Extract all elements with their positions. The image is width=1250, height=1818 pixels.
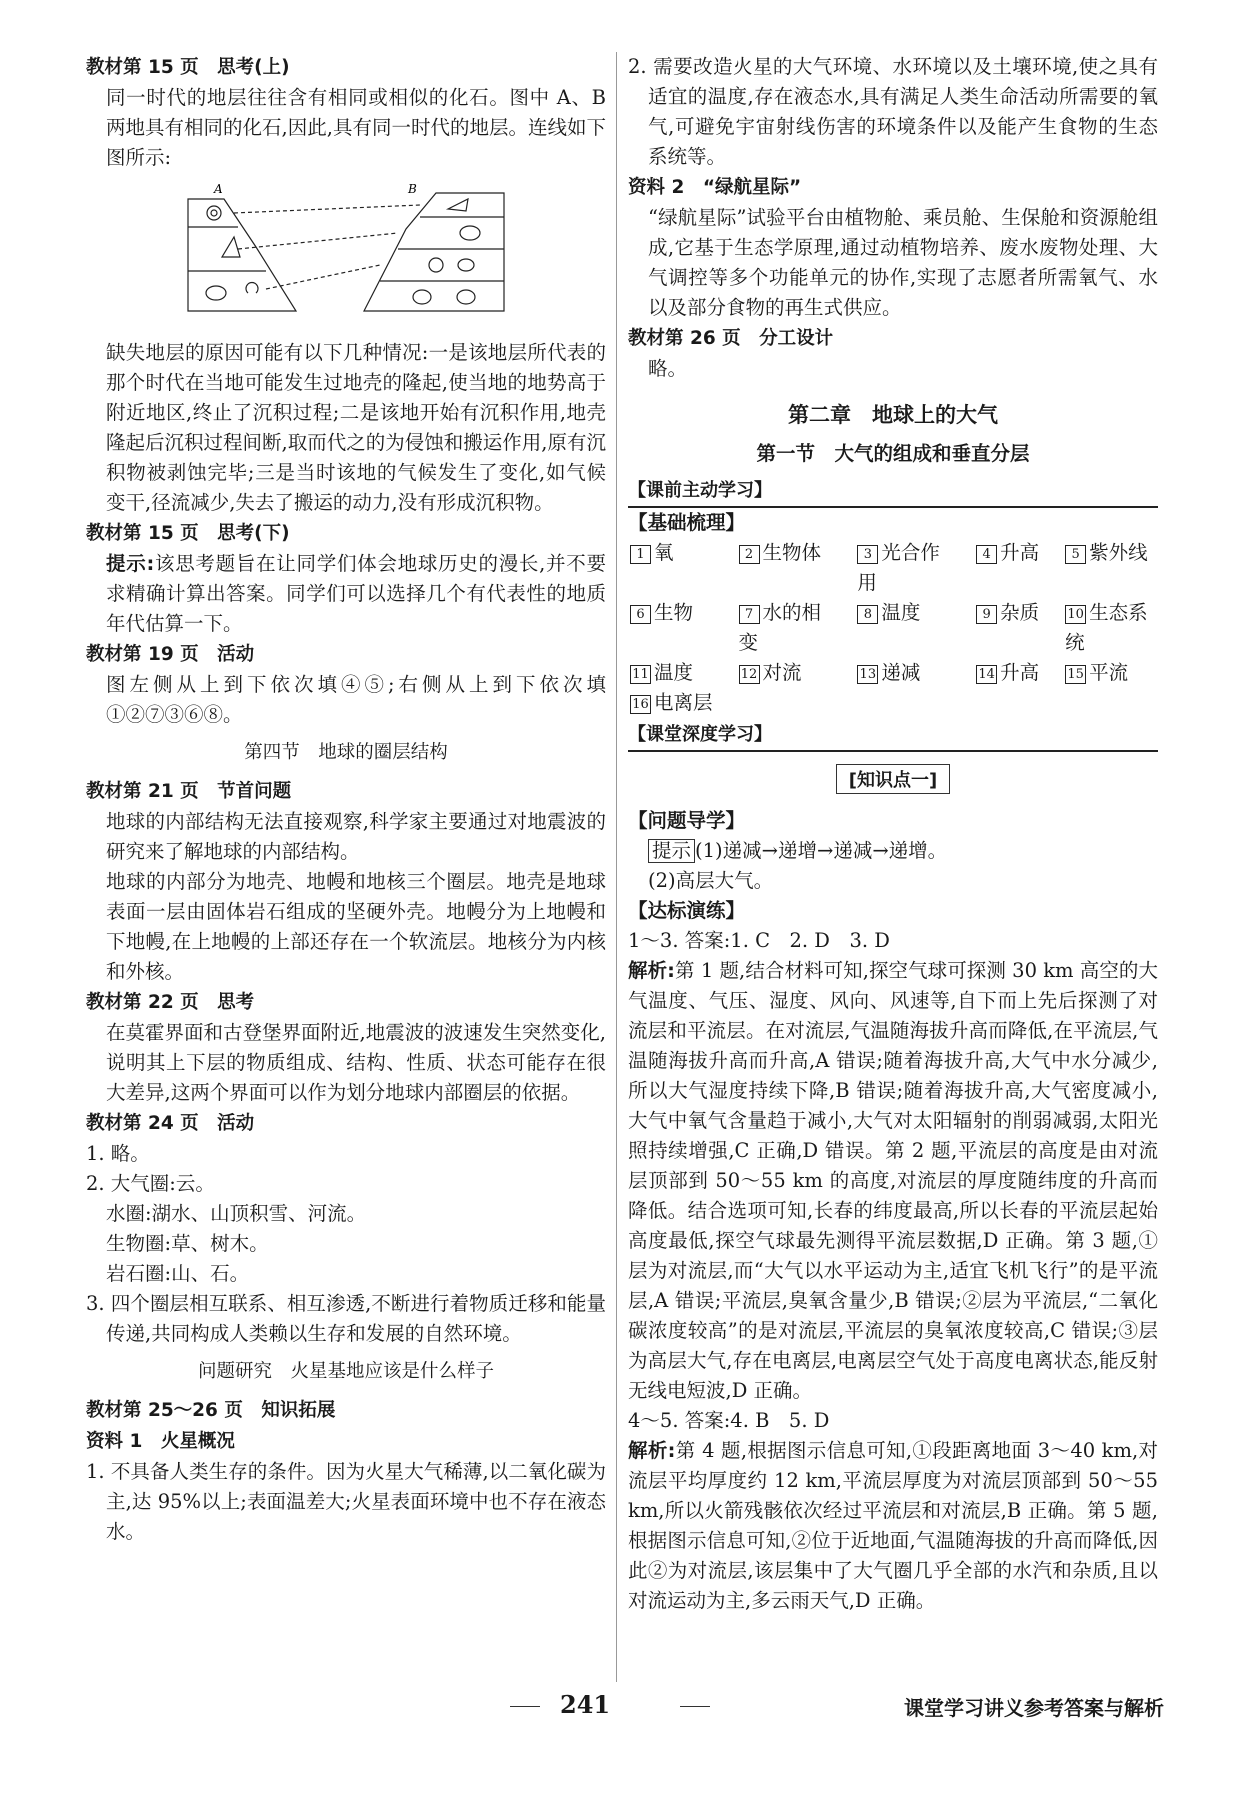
column-divider bbox=[616, 52, 617, 1682]
footer-dash bbox=[680, 1706, 710, 1707]
answer-number-box: 14 bbox=[976, 665, 997, 684]
answer-number-box: 5 bbox=[1065, 545, 1086, 564]
paragraph: 略。 bbox=[648, 357, 688, 380]
basics-answer-item bbox=[857, 658, 950, 688]
paragraph: 缺失地层的原因可能有以下几种情况:一是该地层所代表的那个时代在当地可能发生过地壳的隆起,使当地的地势高于附近地区,终止了沉积过程;二是该地开始有沉积作用,地壳隆起后沉积过程间断,取而代之的为侵蚀和搬运作用,原有沉积物被剥蚀完毕;三是当时该地的气候发生了变化,如气候变干,径流减少,失去了搬运的动力,没有形成沉积物。 bbox=[106, 341, 606, 514]
basics-answer-item bbox=[630, 598, 713, 658]
basics-answer-item bbox=[630, 658, 713, 688]
paragraph: 同一时代的地层往往含有相同或相似的化石。图中 A、B 两地具有相同的化石,因此,具有同一时代的地层。连线如下图所示: bbox=[106, 86, 606, 169]
list-item: 2. 大气圈:云。 bbox=[86, 1172, 215, 1195]
answer-number-box: 6 bbox=[630, 605, 651, 624]
basics-answer-item bbox=[976, 538, 1039, 598]
answer-text: 电离层 bbox=[654, 691, 713, 714]
basics-answer-item bbox=[1065, 598, 1158, 658]
answer-text: 杂质 bbox=[1000, 601, 1040, 624]
list-item: 3. 四个圈层相互联系、相互渗透,不断进行着物质迁移和能量传递,共同构成人类赖以生存和发展的自然环境。 bbox=[86, 1292, 606, 1345]
answer-text: 生态系统 bbox=[1065, 601, 1148, 654]
paragraph-text: 第 1 题,结合材料可知,探空气球可探测 30 km 高空的大气温度、气压、湿度、风向、风速等,自下而上先后探测了对流层和平流层。在对流层,气温随海拔升高而降低,在平流层,气温随海拔升高而升高,A 错误;随着海拔升高,大气中水分减少,所以大气湿度持续下降,B 错误;随着海拔升高,大气密度减小,大气中氧气含量趋于减小,大气对太阳辐射的削弱减弱,太阳光照持续增强,C 正确,D 错误。第 2 题,平流层的高度是由对流层顶部到 50～55 km 的高度,对流层的厚度随纬度的升高而降低。结合选项可知,长春的纬度最高,所以长春的平流层起始高度最低,探空气球最先测得平流层数据,D 正确。第 3 题,①层为对流层,而“大气以水平运动为主,适宜飞机飞行”的是平流层,A 错误;平流层,臭氧含量少,B 错误;②层为平流层,“二氧化碳浓度较高”的是对流层,平流层的臭氧浓度较高,C 错误;③层为高层大气,存在电离层,电离层空气处于高度电离状态,能反射无线电短波,D 正确。 bbox=[628, 959, 1158, 1402]
answer-number-box: 13 bbox=[857, 665, 878, 684]
answer-number-box: 7 bbox=[739, 605, 760, 624]
list-item: 水圈:湖水、山顶积雪、河流。 bbox=[106, 1202, 367, 1225]
answer-line bbox=[628, 1406, 1158, 1436]
paragraph: (2)高层大气。 bbox=[648, 869, 774, 892]
hint-box: 提示 bbox=[648, 839, 695, 863]
basics-answer-item bbox=[976, 658, 1039, 688]
subsection-title: 【达标演练】 bbox=[628, 899, 746, 922]
subsection-title: 【基础梳理】 bbox=[628, 511, 746, 534]
fossil-strata-figure bbox=[186, 179, 506, 329]
heading: 教材第 19 页 活动 bbox=[86, 644, 255, 665]
basics-answer-item bbox=[630, 538, 713, 598]
answer-label: 1～3. 答案: bbox=[628, 929, 731, 952]
answer-number-box: 12 bbox=[739, 665, 760, 684]
answer-number-box: 1 bbox=[630, 545, 651, 564]
paragraph: 图左侧从上到下依次填④⑤;右侧从上到下依次填①②⑦③⑥⑧。 bbox=[106, 673, 606, 726]
basics-answer-item bbox=[739, 538, 832, 598]
heading: 资料 1 火星概况 bbox=[86, 1431, 235, 1452]
page-number: 241 bbox=[560, 1690, 611, 1719]
answer-text: 4. B 5. D bbox=[730, 1409, 830, 1432]
heading: 教材第 25～26 页 知识拓展 bbox=[86, 1400, 336, 1421]
left-column bbox=[86, 52, 606, 1547]
paragraph bbox=[628, 956, 1158, 1406]
answer-text: 温度 bbox=[881, 601, 921, 624]
answer-text: 生物 bbox=[654, 601, 694, 624]
footer-title: 课堂学习讲义参考答案与解析 bbox=[904, 1696, 1164, 1720]
heading: 资料 2 “绿航星际” bbox=[628, 177, 802, 198]
list-item: 岩石圈:山、石。 bbox=[106, 1262, 250, 1285]
heading: 教材第 22 页 思考 bbox=[86, 992, 255, 1013]
answer-number-box: 15 bbox=[1065, 665, 1086, 684]
answer-text: 对流 bbox=[762, 661, 802, 684]
answer-number-box: 9 bbox=[976, 605, 997, 624]
right-column bbox=[628, 52, 1158, 1616]
answer-text: 氧 bbox=[654, 541, 674, 564]
answer-number-box: 8 bbox=[857, 605, 878, 624]
knowledge-point-text: [知识点一] bbox=[836, 764, 950, 794]
footer-dash bbox=[510, 1706, 540, 1707]
section-bar: 【课堂深度学习】 bbox=[628, 720, 1158, 752]
section-bar: 【课前主动学习】 bbox=[628, 476, 1158, 508]
paragraph-text: 该思考题旨在让同学们体会地球历史的漫长,并不要求精确计算出答案。同学们可以选择几个有代表性的地质年代估算一下。 bbox=[106, 552, 606, 635]
explanation-label: 解析: bbox=[628, 1439, 676, 1462]
answer-text: 光合作用 bbox=[857, 541, 940, 594]
section-title: 第一节 大气的组成和垂直分层 bbox=[756, 442, 1030, 465]
section-title: 第四节 地球的圈层结构 bbox=[244, 742, 448, 763]
answer-text: 升高 bbox=[1000, 661, 1040, 684]
paragraph: “绿航星际”试验平台由植物舱、乘员舱、生保舱和资源舱组成,它基于生态学原理,通过动植物培养、废水废物处理、大气调控等多个功能单元的协作,实现了志愿者所需氧气、水以及部分食物的再生式供应。 bbox=[648, 206, 1158, 319]
paragraph: 在莫霍界面和古登堡界面附近,地震波的波速发生突然变化,说明其上下层的物质组成、结构、性质、状态可能存在很大差异,这两个界面可以作为划分地球内部圈层的依据。 bbox=[106, 1021, 606, 1104]
paragraph bbox=[628, 1436, 1158, 1616]
answer-text: 升高 bbox=[1000, 541, 1040, 564]
answer-line bbox=[628, 926, 1158, 956]
knowledge-point-label bbox=[628, 764, 1158, 794]
basics-answer-item bbox=[1065, 538, 1158, 598]
heading: 教材第 15 页 思考(下) bbox=[86, 523, 290, 544]
paragraph: 地球的内部分为地壳、地幔和地核三个圈层。地壳是地球表面一层由固体岩石组成的坚硬外壳。地幔分为上地幔和下地幔,在上地幔的上部还存在一个软流层。地核分为内核和外核。 bbox=[106, 870, 606, 983]
paragraph: 地球的内部结构无法直接观察,科学家主要通过对地震波的研究来了解地球的内部结构。 bbox=[106, 810, 606, 863]
answer-number-box: 11 bbox=[630, 665, 651, 684]
answer-text: 平流 bbox=[1089, 661, 1129, 684]
basics-answer-item bbox=[739, 598, 832, 658]
paragraph-text: (1)递减→递增→递减→递增。 bbox=[695, 839, 948, 862]
paragraph bbox=[86, 549, 606, 639]
basics-answer-item bbox=[976, 598, 1039, 658]
basics-answer-grid bbox=[628, 538, 1158, 718]
section-title: 问题研究 火星基地应该是什么样子 bbox=[197, 1361, 494, 1382]
answer-label: 4～5. 答案: bbox=[628, 1409, 731, 1432]
subsection-title: 【问题导学】 bbox=[628, 809, 746, 832]
figure-label-a: A bbox=[214, 182, 223, 196]
basics-answer-item bbox=[630, 688, 713, 718]
heading: 教材第 24 页 活动 bbox=[86, 1113, 255, 1134]
answer-text: 温度 bbox=[654, 661, 694, 684]
answer-number-box: 2 bbox=[739, 545, 760, 564]
answer-number-box: 3 bbox=[857, 545, 878, 564]
paragraph bbox=[628, 836, 1158, 866]
answer-text: 1. C 2. D 3. D bbox=[730, 929, 890, 952]
figure-label-b: B bbox=[408, 182, 417, 196]
answer-text: 生物体 bbox=[762, 541, 822, 564]
basics-answer-item bbox=[857, 598, 950, 658]
answer-text: 水的相变 bbox=[738, 601, 822, 654]
paragraph-text: 第 4 题,根据图示信息可知,①段距离地面 3～40 km,对流层平均厚度约 12 km,平流层厚度为对流层顶部到 50～55 km,所以火箭残骸依次经过平流层和对流层,B 正确。第 5 题,根据图示信息可知,②位于近地面,气温随海拔的升高而降低,因此②为对流层,该层集中了大气圈几乎全部的水汽和杂质,且以对流运动为主,多云雨天气,D 正确。 bbox=[628, 1439, 1158, 1612]
list-item: 2. 需要改造火星的大气环境、水环境以及土壤环境,使之具有适宜的温度,存在液态水,具有满足人类生命活动所需要的氧气,可避免宇宙射线伤害的环境条件以及能产生食物的生态系统等。 bbox=[628, 55, 1158, 168]
explanation-label: 解析: bbox=[628, 959, 675, 982]
list-item: 1. 不具备人类生存的条件。因为火星大气稀薄,以二氧化碳为主,达 95%以上;表面温差大;火星表面环境中也不存在液态水。 bbox=[86, 1460, 606, 1543]
hint-label: 提示: bbox=[106, 552, 155, 575]
heading: 教材第 26 页 分工设计 bbox=[628, 328, 834, 349]
basics-answer-item bbox=[739, 658, 832, 688]
page-footer bbox=[0, 1690, 1250, 1730]
basics-answer-item bbox=[1065, 658, 1158, 688]
answer-number-box: 16 bbox=[630, 695, 651, 714]
list-item: 生物圈:草、树木。 bbox=[106, 1232, 269, 1255]
heading: 教材第 21 页 节首问题 bbox=[86, 781, 292, 802]
heading: 教材第 15 页 思考(上) bbox=[86, 57, 290, 78]
list-item: 1. 略。 bbox=[86, 1142, 150, 1165]
answer-number-box: 4 bbox=[976, 545, 997, 564]
basics-answer-item bbox=[857, 538, 950, 598]
answer-number-box: 10 bbox=[1065, 605, 1086, 624]
answer-text: 递减 bbox=[881, 661, 921, 684]
answer-text: 紫外线 bbox=[1089, 541, 1148, 564]
chapter-title: 第二章 地球上的大气 bbox=[788, 403, 998, 427]
